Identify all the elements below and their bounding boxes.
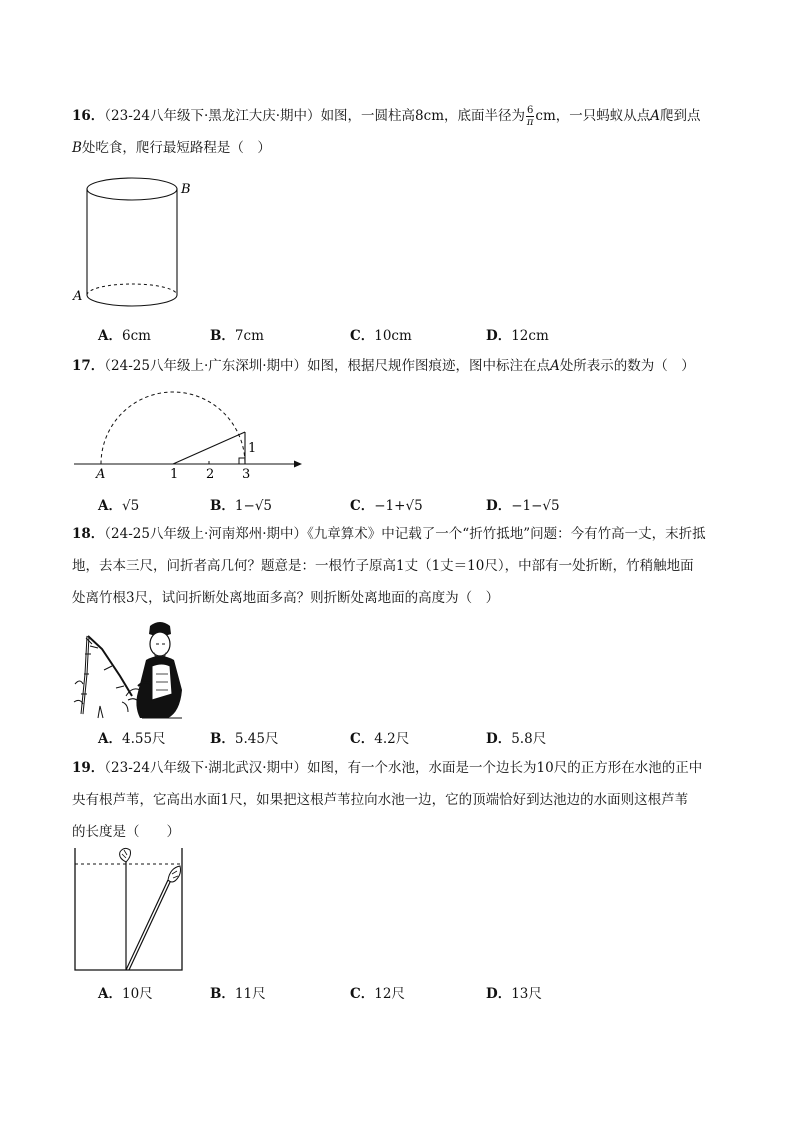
point-label: A xyxy=(550,358,560,374)
point-label: B xyxy=(72,140,82,156)
bamboo-scholar-illustration xyxy=(72,614,192,720)
label-A: A xyxy=(73,289,83,304)
tick-label-1: 1 xyxy=(170,467,179,482)
fraction-6-over-pi xyxy=(526,105,534,128)
question-source: （24-25八年级上·河南郑州·期中） xyxy=(104,526,308,542)
question-stem: 爬到点 xyxy=(660,108,701,124)
option-c[interactable]: C．4.2尺 xyxy=(350,731,410,747)
side-label-1: 1 xyxy=(248,441,257,456)
question-stem: 如图，一圆柱高8cm，底面半径为 xyxy=(320,108,526,124)
question-19-text xyxy=(72,752,722,848)
question-stem: 央有根芦苇，它高出水面1尺，如果把这根芦苇拉向水池一边，它的顶端恰好到达池边的水面则这根芦苇 xyxy=(72,792,689,808)
question-stem: 如图，有一个水池，水面是一个边长为10尺的正方形在水池的正中 xyxy=(307,760,703,776)
question-stem: cm，一只蚂蚁从点 xyxy=(535,108,651,124)
question-stem: 地，去本三尺，问折者高几何？题意是：一根竹子原高1丈（1丈＝10尺），中部有一处折断，竹稍触地面 xyxy=(72,558,694,574)
question-source: （23-24八年级下·黑龙江大庆·期中） xyxy=(104,108,321,124)
question-stem: 处离竹根3尺，试问折断处离地面多高？则折断处离地面的高度为（ ） xyxy=(72,590,500,606)
point-label: A xyxy=(650,108,661,124)
option-b[interactable]: B．1−√5 xyxy=(210,498,273,514)
label-B: B xyxy=(181,182,191,197)
question-18-text xyxy=(72,518,722,614)
option-c[interactable]: C．12尺 xyxy=(350,986,405,1002)
question-number: 16． xyxy=(72,108,105,124)
question-stem: 处吃食，爬行最短路程是（ ） xyxy=(81,140,271,156)
option-a[interactable]: A．6cm xyxy=(98,328,151,344)
question-number: 19． xyxy=(72,760,105,776)
option-c[interactable]: C．−1+√5 xyxy=(350,498,423,514)
option-b[interactable]: B．5.45尺 xyxy=(210,731,279,747)
question-stem: 如图，根据尺规作图痕迹，图中标注在点 xyxy=(307,358,551,374)
q18-options xyxy=(98,727,718,747)
option-d[interactable]: D．12cm xyxy=(486,328,549,344)
pond-reed-figure xyxy=(72,846,187,974)
option-c[interactable]: C．10cm xyxy=(350,328,412,344)
question-source: （24-25八年级上·广东深圳·期中） xyxy=(104,358,308,374)
option-a[interactable]: A．4.55尺 xyxy=(98,731,166,747)
question-number: 18． xyxy=(72,526,105,542)
option-b[interactable]: B．11尺 xyxy=(210,986,266,1002)
option-b[interactable]: B．7cm xyxy=(210,328,264,344)
q16-options xyxy=(98,324,718,344)
option-d[interactable]: D．5.8尺 xyxy=(486,731,547,747)
cylinder-figure xyxy=(70,175,200,315)
option-a[interactable]: A．10尺 xyxy=(98,986,153,1002)
option-d[interactable]: D．−1−√5 xyxy=(486,498,560,514)
option-a[interactable]: A．√5 xyxy=(98,498,140,514)
question-stem: 处所表示的数为（ ） xyxy=(559,358,695,374)
question-stem: 《九章算术》中记载了一个“折竹抵地”问题：今有竹高一丈，末折抵 xyxy=(307,526,706,542)
number-line-figure xyxy=(72,378,312,482)
question-16-text xyxy=(72,100,722,164)
label-A: A xyxy=(96,467,106,482)
question-number: 17． xyxy=(72,358,105,374)
question-stem: 的长度是（ ） xyxy=(72,824,180,840)
tick-label-2: 2 xyxy=(206,467,215,482)
option-d[interactable]: D．13尺 xyxy=(486,986,542,1002)
question-source: （23-24八年级下·湖北武汉·期中） xyxy=(104,760,308,776)
fraction-numerator: 6 xyxy=(527,105,534,116)
fraction-denominator: π xyxy=(526,117,534,128)
q19-options xyxy=(98,982,718,1002)
q17-options xyxy=(98,494,718,514)
tick-label-3: 3 xyxy=(242,467,251,482)
